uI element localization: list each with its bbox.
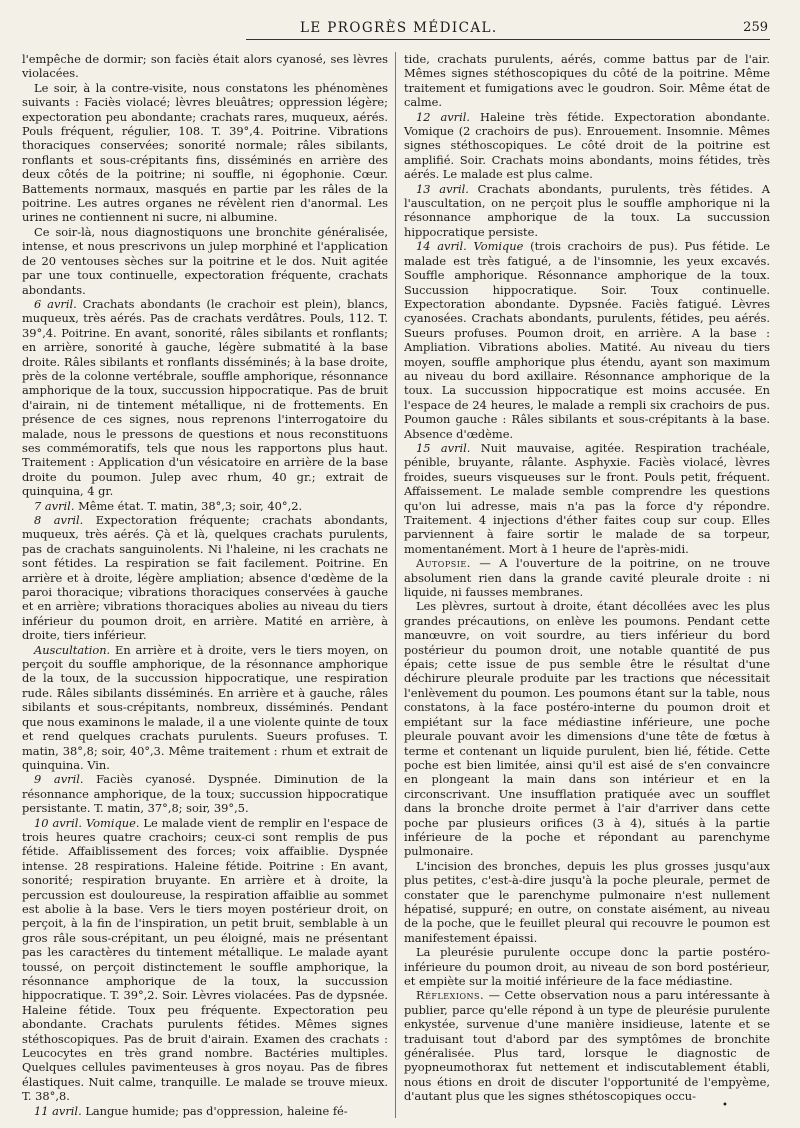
paragraph	[22, 297, 388, 499]
paragraph-text: L'incision des bronches, depuis les plus grosses jusqu'aux plus petites, c'est-à-dire jusqu'à la poche pleurale, permet de constater que le parenchyme pulmonaire n'est nullement hépatisé, suppuré; en outre, on constate aisément, au niveau de la poche, que le feuillet pleural qui recouvre le poumon est manifestement épaissi.	[404, 858, 770, 945]
paragraph-lead: 9 avril.	[34, 772, 84, 787]
paragraph	[22, 499, 388, 513]
paragraph-lead: 11 avril.	[34, 1103, 82, 1118]
paragraph-text: Nuit mauvaise, agitée. Respiration trachéale, pénible, bruyante, râlante. Asphyxie. Faciès violacé, lèvres froides, sueurs visqueuses sur le front. Pouls petit, fréquent. Affaissement. Le malade semble comprendre les questions qu'on lui adresse, mais n'a pas la force d'y répondre. Traitement. 4 injections d'éther faites coup sur coup. Elles parviennent à faire sortir le malade de sa torpeur, momentanément. Mort à 1 heure de l'après-midi.	[404, 440, 770, 556]
paragraph-lead: 12 avril.	[416, 109, 471, 124]
paragraph-lead: 6 avril.	[34, 296, 77, 311]
paragraph-text: l'empêche de dormir; son faciès était alors cyanosé, ses lèvres violacées.	[22, 52, 388, 81]
paragraph	[22, 81, 388, 225]
paragraph	[22, 1104, 388, 1118]
paragraph-text: Haleine très fétide. Expectoration abondante. Vomique (2 crachoirs de pus). Enrouement. Insomnie. Mêmes signes stéthoscopiques. Le côté droit de la poitrine est amplifié. Soir. Crachats moins abondants, moins fétides, très aérés. Le malade est plus calme.	[404, 109, 770, 182]
paragraph-text: Ce soir-là, nous diagnostiquons une bronchite généralisée, intense, et nous prescrivons un julep morphiné et l'application de 20 ventouses sèches sur la poitrine et le dos. Nuit agitée par une toux continuelle, expectoration fréquente, crachats abondants.	[22, 224, 388, 297]
paragraph-lead: 8 avril.	[34, 513, 84, 527]
paragraph-lead: Autopsie.	[416, 556, 471, 571]
paragraph	[404, 441, 770, 556]
paragraph	[404, 945, 770, 988]
paragraph	[22, 643, 388, 773]
paragraph-lead: Auscultation.	[34, 642, 111, 657]
paragraph	[404, 110, 770, 182]
paragraph-text: Le soir, à la contre-visite, nous constatons les phénomènes suivants : Faciès violacé; lèvres bleuâtres; oppression légère; expectoration peu abondante; crachats rares, muqueux, aérés. Pouls fréquent, régulier, 108. T. 39°,4. Poitrine. Vibrations thoraciques conservées; sonorité normale; râles sibilants, ronflants et sous-crépitants fins, disséminés en arrière des deux côtés de la poitrine; ni souffle, ni égophonie. Cœur. Battements normaux, masqués en partie par les râles de la poitrine. Les autres organes ne révèlent rien d'anormal. Les urines ne contiennent ni sucre, ni albumine.	[22, 80, 388, 225]
paragraph-text: La pleurésie purulente occupe donc la partie postéro-inférieure du poumon droit, au niveau de son bord postérieur, et empiète sur la moitié inférieure de la face médiastine.	[404, 945, 770, 988]
paragraph	[22, 225, 388, 297]
paragraph-lead: 13 avril.	[416, 181, 469, 196]
paragraph	[404, 599, 770, 858]
journal-title: LE PROGRÈS MÉDICAL.	[300, 20, 498, 36]
paragraph-lead: Réflexions.	[416, 988, 485, 1003]
paragraph-text: Les plèvres, surtout à droite, étant décollées avec les plus grandes précautions, on enlève les poumons. Pendant cette manœuvre, on voit sourdre, au tiers inférieur du bord postérieur du poumon droit, une notable quantité de pus épais; cette issue de pus semble être le résultat d'une déchirure pleurale produite par les tractions que nécessitait l'enlèvement du poumon. Les poumons étant sur la table, nous constatons, à la face postéro-interne du poumon droit et empiétant sur la face médiastine inférieure, une poche pleurale pouvant avoir les dimensions d'une tête de fœtus à terme et contenant un liquide purulent, bien lié, fétide. Cette poche est bien limitée, ainsi qu'il est aisé de s'en convaincre en plongeant la main dans son intérieur et en la circonscrivant. Une insufflation pratiquée avec un soufflet dans la bronche droite permet à l'air d'arriver dans cette poche par plusieurs orifices (3 à 4), situés à la partie inférieure de la poche et répondant au parenchyme pulmonaire.	[404, 599, 770, 859]
paragraph-text: Même état. T. matin, 38°,3; soir, 40°,2.	[74, 498, 303, 513]
page-number: 259	[743, 20, 768, 35]
paragraph-text: Crachats abondants, purulents, très fétides. A l'auscultation, on ne perçoit plus le souffle amphorique ni la résonnance amphorique de la toux. La succussion hippocratique persiste.	[404, 181, 770, 239]
paragraph	[22, 513, 388, 643]
paragraph	[404, 988, 770, 1103]
paragraph	[404, 182, 770, 240]
paragraph	[22, 52, 388, 81]
paragraph-lead: 7 avril.	[34, 498, 75, 513]
paragraph-lead: 10 avril. Vomique.	[34, 815, 140, 830]
paragraph-text: tide, crachats purulents, aérés, comme battus par de l'air. Mêmes signes stéthoscopiques du côté de la poitrine. Même traitement et fumigations avec le goudron. Soir. Même état de calme.	[404, 52, 770, 110]
paragraph-text: Expectoration fréquente; crachats abondants, muqueux, très aérés. Çà et là, quelques crachats purulents, pas de crachats sanguinolents. Ni l'haleine, ni les crachats ne sont fétides. La respiration se fait facilement. Poitrine. En arrière et à droite, légère ampliation; absence d'œdème de la paroi thoracique; vibrations thoraciques conservées à gauche et en arrière; vibrations thoraciques abolies au niveau du tiers inférieur du poumon droit, en arrière. Matité en arrière, à droite, tiers inférieur.	[22, 513, 388, 643]
paragraph-text: Le malade vient de remplir en l'espace de trois heures quatre crachoirs; ceux-ci sont remplis de pus fétide. Affaiblissement des forces; voix affaiblie. Dyspnée intense. 28 respirations. Haleine fétide. Poitrine : En avant, sonorité; respiration bruyante. En arrière et à droite, la percussion est douloureuse, la respiration affaiblie au sommet est abolie à la base. Vers le tiers moyen postérieur droit, on perçoit, à la fin de l'inspiration, un petit bruit, semblable à un gros râle sous-crépitant, un peu éloigné, mais ne présentant pas les caractères du tintement métallique. Le malade ayant toussé, on perçoit distinctement le souffle amphorique, la résonnance amphorique de la toux, la succussion hippocratique. T. 39°,2. Soir. Lèvres violacées. Pas de dypsnée. Haleine fétide. Toux peu fréquente. Expectoration peu abondante. Crachats purulents fétides. Mêmes signes stéthoscopiques. Pas de bruit d'airain. Examen des crachats : Leucocytes en très grand nombre. Bactéries multiples. Quelques cellules pavimenteuses à gros noyau. Pas de fibres élastiques. Nuit calme, tranquille. Le malade se trouve mieux. T. 38°,8.	[22, 815, 388, 1104]
paragraph-text: Langue humide; pas d'oppression, haleine fé-	[81, 1103, 348, 1118]
paragraph-text: En arrière et à droite, vers le tiers moyen, on perçoit du souffle amphorique, de la résonnance amphorique de la toux, de la succussion hippocratique, une respiration rude. Râles sibilants disséminés. En arrière et à gauche, râles sibilants et sous-crépitants, nombreux, disséminés. Pendant que nous examinons le malade, il a une violente quinte de toux et rend quelques crachats purulents. Sueurs profuses. T. matin, 38°,8; soir, 40°,3. Même traitement : rhum et extrait de quinquina. Vin.	[22, 642, 388, 772]
paragraph-lead: 15 avril.	[416, 440, 471, 455]
right-column	[404, 52, 770, 1118]
paragraph-text: (trois crachoirs de pus). Pus fétide. Le malade est très fatigué, a de l'insomnie, les yeux excavés. Souffle amphorique. Résonnance amphorique de la toux. Succussion hippocratique. Soir. Toux continuelle. Expectoration abondante. Dypsnée. Faciès fatigué. Lèvres cyanosées. Crachats abondants, purulents, fétides, peu aérés. Sueurs profuses. Poumon droit, en arrière. A la base : Ampliation. Vibrations abolies. Matité. Au niveau du tiers moyen, souffle amphorique plus étendu, ayant son maximum au niveau du bord axillaire. Résonnance amphorique de la toux. La succussion hippocratique est moins accusée. En l'espace de 24 heures, le malade a rempli six crachoirs de pus. Poumon gauche : Râles sibilants et sous-crépitants à la base. Absence d'œdème.	[404, 239, 770, 441]
left-column	[22, 52, 388, 1118]
paragraph	[404, 239, 770, 441]
paragraph-lead: 14 avril. Vomique	[416, 239, 524, 254]
paragraph	[22, 772, 388, 815]
page-mark: •	[722, 1100, 728, 1111]
column-divider	[395, 52, 396, 1118]
paragraph-text: Faciès cyanosé. Dyspnée. Diminution de la résonnance amphorique, de la toux; succussion hippocratique persistante. T. matin, 37°,8; soir, 39°,5.	[22, 772, 388, 816]
paragraph	[22, 816, 388, 1104]
paragraph-text: Crachats abondants (le crachoir est plein), blancs, muqueux, très aérés. Pas de crachats verdâtres. Pouls, 112. T. 39°,4. Poitrine. En avant, sonorité, râles sibilants et ronflants; en arrière, sonorité à gauche, légère submatité à la base droite. Râles sibilants et ronflants disséminés; à la base droite, près de la colonne vertébrale, souffle amphorique, résonnance amphorique de la toux, succussion hippocratique. Pas de bruit d'airain, ni de tintement métallique, ni de frottements. En présence de ces signes, nous reprenons l'interrogatoire du malade, nous le pressons de questions et nous reconstituons ses commémoratifs, tels que nous les rapportons plus haut. Traitement : Application d'un vésicatoire en arrière de la base droite du poumon. Julep avec rhum, 40 gr.; extrait de quinquina, 4 gr.	[22, 296, 388, 499]
paragraph-text: — Cette observation nous a paru intéressante à publier, parce qu'elle répond à un type de pleurésie purulente enkystée, survenue d'une manière insidieuse, latente et se traduisant tout d'abord par des symptômes de bronchite généralisée. Plus tard, lorsque le diagnostic de pyopneumothorax fut nettement et indiscutablement établi, nous étions en droit de discuter l'opportunité de l'empyème, d'autant plus que les signes sthétoscopiques occu-	[404, 988, 770, 1104]
paragraph	[404, 52, 770, 110]
paragraph	[404, 556, 770, 599]
paragraph-text: — A l'ouverture de la poitrine, on ne trouve absolument rien dans la grande cavité pleurale droite : ni liquide, ni fausses membranes.	[404, 556, 770, 600]
paragraph	[404, 859, 770, 945]
header-rule	[246, 39, 770, 40]
